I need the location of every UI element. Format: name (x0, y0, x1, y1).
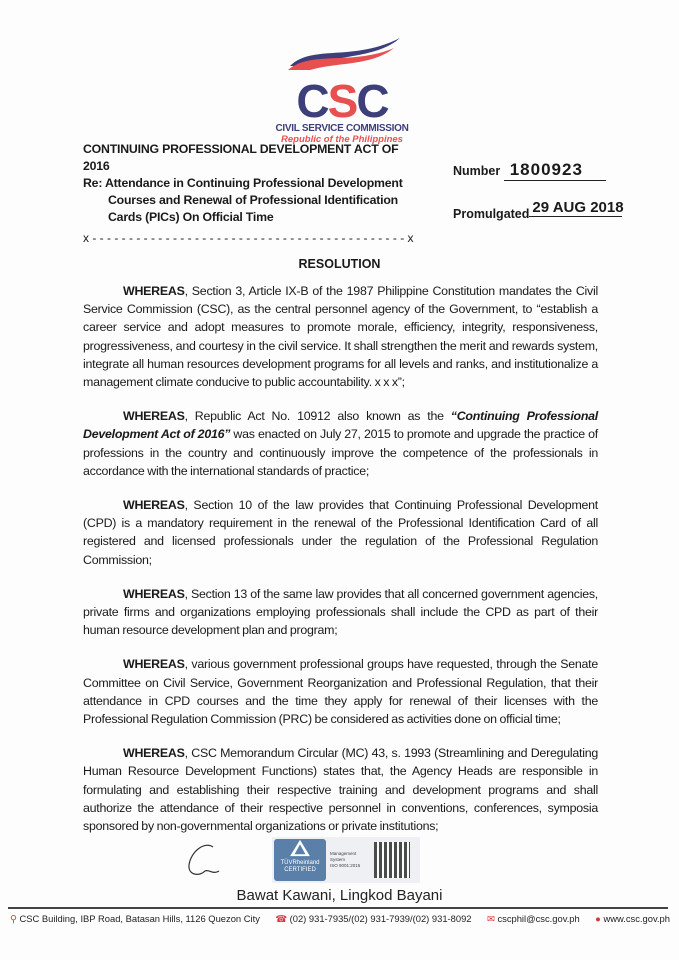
triangle-icon (288, 839, 312, 857)
promulgated-date (453, 200, 622, 222)
iso-certification-badge (272, 837, 420, 883)
re-line: Cards (PICs) On Official Time (108, 210, 274, 224)
phone-icon: ☎ (275, 913, 288, 925)
csc-logo (272, 36, 412, 145)
logo-subtitle: Republic of the Philippines (281, 134, 403, 145)
paragraph: WHEREAS, Section 13 of the same law provides that all concerned government agencies, private firms and organizations employing professionals shall include the CPD as part of their human resource development plan and program; (83, 586, 598, 638)
initials-signature (185, 841, 225, 881)
act-title: CONTINUING PROFESSIONAL DEVELOPMENT ACT OF 2016 (83, 142, 399, 173)
heading: RESOLUTION (298, 257, 381, 271)
number-label: Number (453, 164, 501, 178)
logo-acronym: CSC (296, 75, 388, 127)
paragraph: WHEREAS, Section 10 of the law provides that Continuing Professional Development (CPD) is a mandatory requirement in the renewal of the Professional Identification Card of all registered and licensed professionals under the regulation of the Professional Regulation Commission; (83, 498, 598, 567)
cert-status: CERTIFIED (284, 867, 316, 874)
number-value: 1800923 (504, 160, 606, 181)
globe-icon: ● (595, 913, 601, 925)
flag-swoosh-icon (282, 36, 402, 70)
logo-name: CIVIL SERVICE COMMISSION (275, 123, 409, 134)
paragraph: WHEREAS, CSC Memorandum Circular (MC) 43, s. 1993 (Streamlining and Deregulating Human Resource Development Functions) states that, the Agency Heads are responsible in formulating and establishing their respective training and development programs and shall authorize the attendance of their respective personnel in conventions, conferences, symposia sponsored by non-governmental organizations or private institutions; (83, 746, 598, 834)
signature-area (83, 837, 598, 887)
tuv-logo (274, 839, 326, 881)
paragraph: WHEREAS, Section 3, Article IX-B of the 1987 Philippine Constitution mandates the Civil Service Commission (CSC), as the central personnel agency of the Government, to “establish a career service and adopt measures to promote morale, efficiency, integrity, responsiveness, progressiveness, and courtesy in the civil service. It shall strengthen the merit and rewards system, integrate all human resources development programs for all levels and ranks, and institutionalize a management climate conducive to public accountability. x x x”; (83, 284, 598, 390)
footer-address: ⚲ CSC Building, IBP Road, Batasan Hills, 1126 Quezon City (10, 913, 260, 925)
motto: Bawat Kawani, Lingkod Bayani (236, 887, 443, 905)
separator: x - - - - - - - - - - - - - - - - - - - - - - - - - - - - - - - - - - - - - - - - - - - x (83, 231, 414, 245)
paragraph: WHEREAS, Republic Act No. 10912 also known as the “Continuing Professional Development Act of 2016” was enacted on July 27, 2015 to promote and upgrade the practice of professions in the country and continuously improve the competence of the professionals in accordance with the international standards of practice; (83, 409, 598, 478)
resolution-number (453, 160, 606, 181)
resolution-body (10, 282, 670, 935)
cert-brand: TÜVRheinland (280, 860, 320, 867)
footer-divider (8, 907, 668, 909)
subject-block (83, 141, 423, 226)
paragraph: WHEREAS, various government professional groups have requested, through the Senate Committee on Civil Service, Government Reorganization and Professional Regulation, that their attendance in CPD courses and the time they apply for renewal of their licenses with the Professional Regulation Commission (PRC) be considered as activities done on official time; (83, 657, 598, 727)
location-pin-icon: ⚲ (10, 913, 17, 925)
promulgated-value: 29 AUG 2018 (529, 200, 622, 217)
email-icon: ✉ (486, 913, 495, 925)
footer-phone: ☎ (02) 931-7935/(02) 931-7939/(02) 931-8092 (275, 913, 472, 925)
footer (10, 913, 670, 925)
footer-website[interactable]: ● www.csc.gov.ph (595, 913, 670, 925)
cert-text: Management System ISO 9001:2015 (330, 851, 361, 869)
footer-email[interactable]: ✉ cscphil@csc.gov.ph (486, 913, 580, 925)
re-line: Re: Attendance in Continuing Professional Development (83, 176, 403, 190)
qr-code (374, 842, 410, 878)
re-line: Courses and Renewal of Professional Identification (108, 193, 398, 207)
promulgated-label: Promulgated (453, 207, 530, 221)
